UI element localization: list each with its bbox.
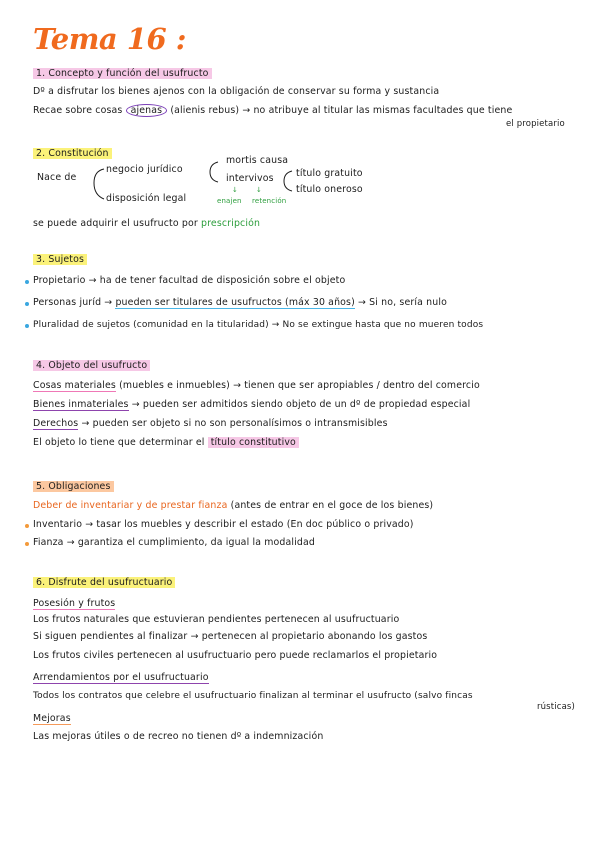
section-5-heading: 5. Obligaciones bbox=[33, 481, 114, 493]
arrow-down-icon-2: ↓ bbox=[256, 186, 263, 194]
titulo-oneroso: título oneroso bbox=[296, 184, 363, 195]
s5-line-3: Fianza → garantiza el cumplimiento, da igual la modalidad bbox=[33, 537, 316, 548]
section-4-heading: 4. Objeto del usufructo bbox=[33, 360, 150, 372]
bullet-icon bbox=[25, 324, 29, 328]
s3-line-2: Personas juríd → pueden ser titulares de usufructos (máx 30 años) → Si no, sería nulo bbox=[33, 297, 447, 308]
s1-line-2-cont: el propietario bbox=[506, 119, 565, 129]
retencion-note: retención bbox=[252, 197, 287, 205]
s3-line-3: Pluralidad de sujetos (comunidad en la titularidad) → No se extingue hasta que no mueren todos bbox=[33, 320, 484, 330]
s6-line-3: Los frutos civiles pertenecen al usufructuario pero puede reclamarlos el propietario bbox=[33, 650, 438, 661]
brace-negocio-icon bbox=[206, 160, 220, 184]
section-2-heading: 2. Constitución bbox=[33, 148, 112, 160]
bullet-icon bbox=[25, 524, 29, 528]
mortis-causa: mortis causa bbox=[226, 155, 289, 166]
s6-line-5: Las mejoras útiles o de recreo no tienen dº a indemnización bbox=[33, 731, 324, 742]
section-6-heading: 6. Disfrute del usufructuario bbox=[33, 577, 175, 589]
brace-intervivos-icon bbox=[280, 169, 294, 193]
bullet-icon bbox=[25, 302, 29, 306]
s4-line-3: Derechos → pueden ser objeto si no son personalísimos o intransmisibles bbox=[33, 418, 388, 429]
s4-line-4: El objeto lo tiene que determinar el título constitutivo bbox=[33, 437, 299, 449]
prescripcion-line: se puede adquirir el usufructo por prescripción bbox=[33, 218, 261, 229]
s4-line-2: Bienes inmateriales → pueden ser admitidos siendo objeto de un dº de propiedad especial bbox=[33, 399, 471, 410]
s1-line-2: Recae sobre cosas ajenas (alienis rebus) → no atribuye al titular las mismas facultades que tiene bbox=[33, 105, 513, 116]
title-main: Tema 16 bbox=[33, 22, 167, 56]
brace-left-icon bbox=[88, 167, 108, 201]
s6-line-1: Los frutos naturales que estuvieran pendientes pertenecen al usufructuario bbox=[33, 614, 400, 625]
bullet-icon bbox=[25, 542, 29, 546]
nace-de: Nace de bbox=[37, 172, 77, 183]
title-colon: : bbox=[175, 22, 186, 56]
negocio-juridico: negocio jurídico bbox=[106, 164, 183, 175]
s6-sub-arrendamientos: Arrendamientos por el usufructuario bbox=[33, 672, 209, 683]
s6-sub-mejoras: Mejoras bbox=[33, 713, 71, 724]
s6-sub-posesion: Posesión y frutos bbox=[33, 598, 116, 609]
bullet-icon bbox=[25, 280, 29, 284]
s4-line-1: Cosas materiales (muebles e inmuebles) → tienen que ser apropiables / dentro del comercio bbox=[33, 380, 480, 391]
s6-line-4-cont: rústicas) bbox=[537, 702, 575, 712]
enajen-note: enajen bbox=[217, 197, 242, 205]
s6-line-4: Todos los contratos que celebre el usufructuario finalizan al terminar el usufructo (salvo fincas bbox=[33, 691, 473, 701]
titulo-gratuito: título gratuito bbox=[296, 168, 363, 179]
ajenas-circled: ajenas bbox=[126, 104, 168, 117]
s5-line-2: Inventario → tasar los muebles y describir el estado (En doc público o privado) bbox=[33, 519, 414, 530]
s3-line-1: Propietario → ha de tener facultad de disposición sobre el objeto bbox=[33, 275, 346, 286]
disposicion-legal: disposición legal bbox=[106, 193, 187, 204]
section-1-heading: 1. Concepto y función del usufructo bbox=[33, 68, 212, 80]
s1-line-1: Dº a disfrutar los bienes ajenos con la obligación de conservar su forma y sustancia bbox=[33, 86, 440, 97]
s5-line-1: Deber de inventariar y de prestar fianza (antes de entrar en el goce de los bienes) bbox=[33, 500, 434, 511]
intervivos: intervivos bbox=[226, 173, 274, 184]
s6-line-2: Si siguen pendientes al finalizar → pertenecen al propietario abonando los gastos bbox=[33, 631, 428, 642]
arrow-down-icon: ↓ bbox=[232, 186, 239, 194]
page-title bbox=[33, 22, 186, 56]
section-3-heading: 3. Sujetos bbox=[33, 254, 87, 266]
